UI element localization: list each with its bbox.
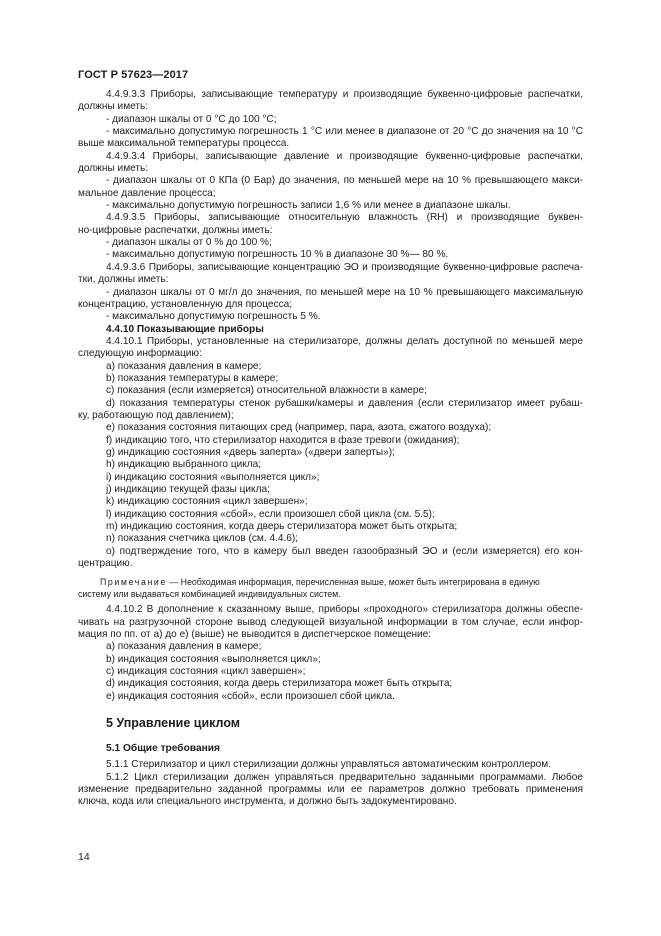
paragraph-line: изменение предварительно заданной программы или ее параметров должно требовать применения (78, 783, 583, 795)
paragraph-line: 4.4.10.1 Приборы, установленные на стерилизаторе, должны делать доступной по меньшей мере (106, 335, 583, 347)
list-item: m) индикацию состояния, когда дверь стерилизатора может быть открыта; (106, 521, 458, 533)
paragraph-line: концентрацию, установленную для процесса; (78, 298, 293, 310)
subsection-heading: 5.1 Общие требования (106, 743, 220, 755)
paragraph-line: - диапазон шкалы от 0 мг/л до значения, по меньшей мере на 10 % превышающего максимальную (106, 286, 583, 298)
list-item-cont: центрацию. (78, 558, 133, 570)
paragraph-line: чивать на разгрузочной стороне вывод следующей визуальной информации в том случае, если инфор- (78, 616, 583, 628)
list-item: l) индикацию состояния «сбой», если произошел сбой цикла (см. 5.5); (106, 508, 435, 520)
list-item: a) показания давления в камере; (106, 641, 262, 653)
list-item: c) индикация состояния «цикл завершен»; (106, 666, 306, 678)
list-item: g) индикацию состояния «дверь заперта» («двери заперты»); (106, 446, 395, 458)
page-number: 14 (78, 851, 90, 863)
paragraph-line: тки, должны иметь: (78, 274, 169, 286)
paragraph-line: 4.4.9.3.6 Приборы, записывающие концентрацию ЭО и производящие буквенно-цифровые распеча- (106, 261, 583, 273)
paragraph-line: следующую информацию: (78, 348, 202, 360)
list-item: c) показания (если измеряется) относительной влажности в камере; (106, 385, 427, 397)
list-item: b) индикация состояния «выполняется цикл»; (106, 653, 321, 665)
note (78, 576, 583, 588)
paragraph-line: - максимально допустимую погрешность 5 %. (106, 311, 321, 323)
document-body (78, 89, 583, 809)
paragraph-line: 4.4.9.3.3 Приборы, записывающие температуру и производящие буквенно-цифровые распечатки, (106, 89, 583, 100)
list-item: d) показания температуры стенок рубашки/камеры и давления (если стерилизатор имеет рубаш- (106, 397, 583, 409)
paragraph-line: выше максимальной температуры процесса. (78, 138, 290, 150)
document-header: ГОСТ Р 57623—2017 (78, 69, 189, 81)
list-item: n) показания счетчика циклов (см. 4.4.6); (106, 533, 299, 545)
paragraph-line: 5.1.2 Цикл стерилизации должен управляться предварительно заданными программами. Любое (106, 771, 583, 783)
paragraph-line: - диапазон шкалы от 0 % до 100 %; (106, 237, 272, 249)
list-item: e) показания состояния питающих сред (например, пара, азота, сжатого воздуха); (106, 422, 492, 434)
paragraph-line: мация по пп. от а) до е) (выше) не выводится в диспетчерское помещение: (78, 629, 432, 641)
paragraph-line: - диапазон шкалы от 0 °С до 100 °С; (106, 113, 277, 125)
paragraph-line: - диапазон шкалы от 0 КПа (0 Бар) до значения, по меньшей мере на 10 % превышающего макси- (106, 175, 583, 187)
section-heading: 5 Управление циклом (106, 716, 241, 731)
paragraph-line: должны иметь: (78, 163, 149, 175)
subsection-heading: 4.4.10 Показывающие приборы (106, 323, 264, 335)
list-item: j) индикацию текущей фазы цикла; (106, 484, 270, 495)
paragraph-line: должны иметь: (78, 101, 149, 113)
paragraph-line: - максимально допустимую погрешность записи 1,6 % или менее в диапазоне шкалы. (106, 200, 511, 212)
note-cont: систему или выдаваться комбинацией индивидуальных систем. (78, 589, 341, 600)
paragraph-line: но-цифровые распечатки, должны иметь: (78, 224, 273, 236)
list-item: k) индикацию состояния «цикл завершен»; (106, 496, 308, 508)
paragraph-line: 5.1.1 Стерилизатор и цикл стерилизации должны управляться автоматическим контроллером. (106, 759, 552, 771)
paragraph-line: 4.4.10.2 В дополнение к сказанному выше, приборы «проходного» стерилизатора должны обеспе- (106, 604, 583, 616)
list-item: o) подтверждение того, что в камеру был введен газообразный ЭО и (если измеряется) его кон- (106, 545, 583, 557)
list-item: b) показания температуры в камере; (106, 372, 279, 384)
list-item: h) индикацию выбранного цикла; (106, 459, 262, 471)
paragraph-line: 4.4.9.3.5 Приборы, записывающие относительную влажность (RH) и производящие буквен- (106, 212, 583, 224)
paragraph-line: мальное давление процесса; (78, 187, 216, 199)
paragraph-line: 4.4.9.3.4 Приборы, записывающие давление и производящие буквенно-цифровые распечатки, (106, 150, 583, 162)
list-item: f) индикацию того, что стерилизатор находится в фазе тревоги (ожидания); (106, 434, 460, 446)
list-item: i) индикацию состояния «выполняется цикл»; (106, 471, 320, 483)
note-text: — Необходимая информация, перечисленная выше, может быть интегрирована в единую (166, 577, 540, 588)
paragraph-line: - максимально допустимую погрешность 10 % в диапазоне 30 %— 80 %. (106, 249, 449, 261)
paragraph-line: - максимально допустимую погрешность 1 °С или менее в диапазоне от 20 °С до значения на 10 °С (106, 126, 583, 138)
list-item: a) показания давления в камере; (106, 360, 262, 372)
note-label: Примечание (100, 577, 167, 588)
list-item: e) индикация состояния «сбой», если произошел сбой цикла. (106, 690, 395, 702)
list-item: d) индикация состояния, когда дверь стерилизатора может быть открыта; (106, 678, 453, 690)
paragraph-line: ключа, кода или специального инструмента, и должно быть задокументировано. (78, 796, 457, 808)
list-item-cont: ку, работающую под давлением); (78, 409, 234, 421)
